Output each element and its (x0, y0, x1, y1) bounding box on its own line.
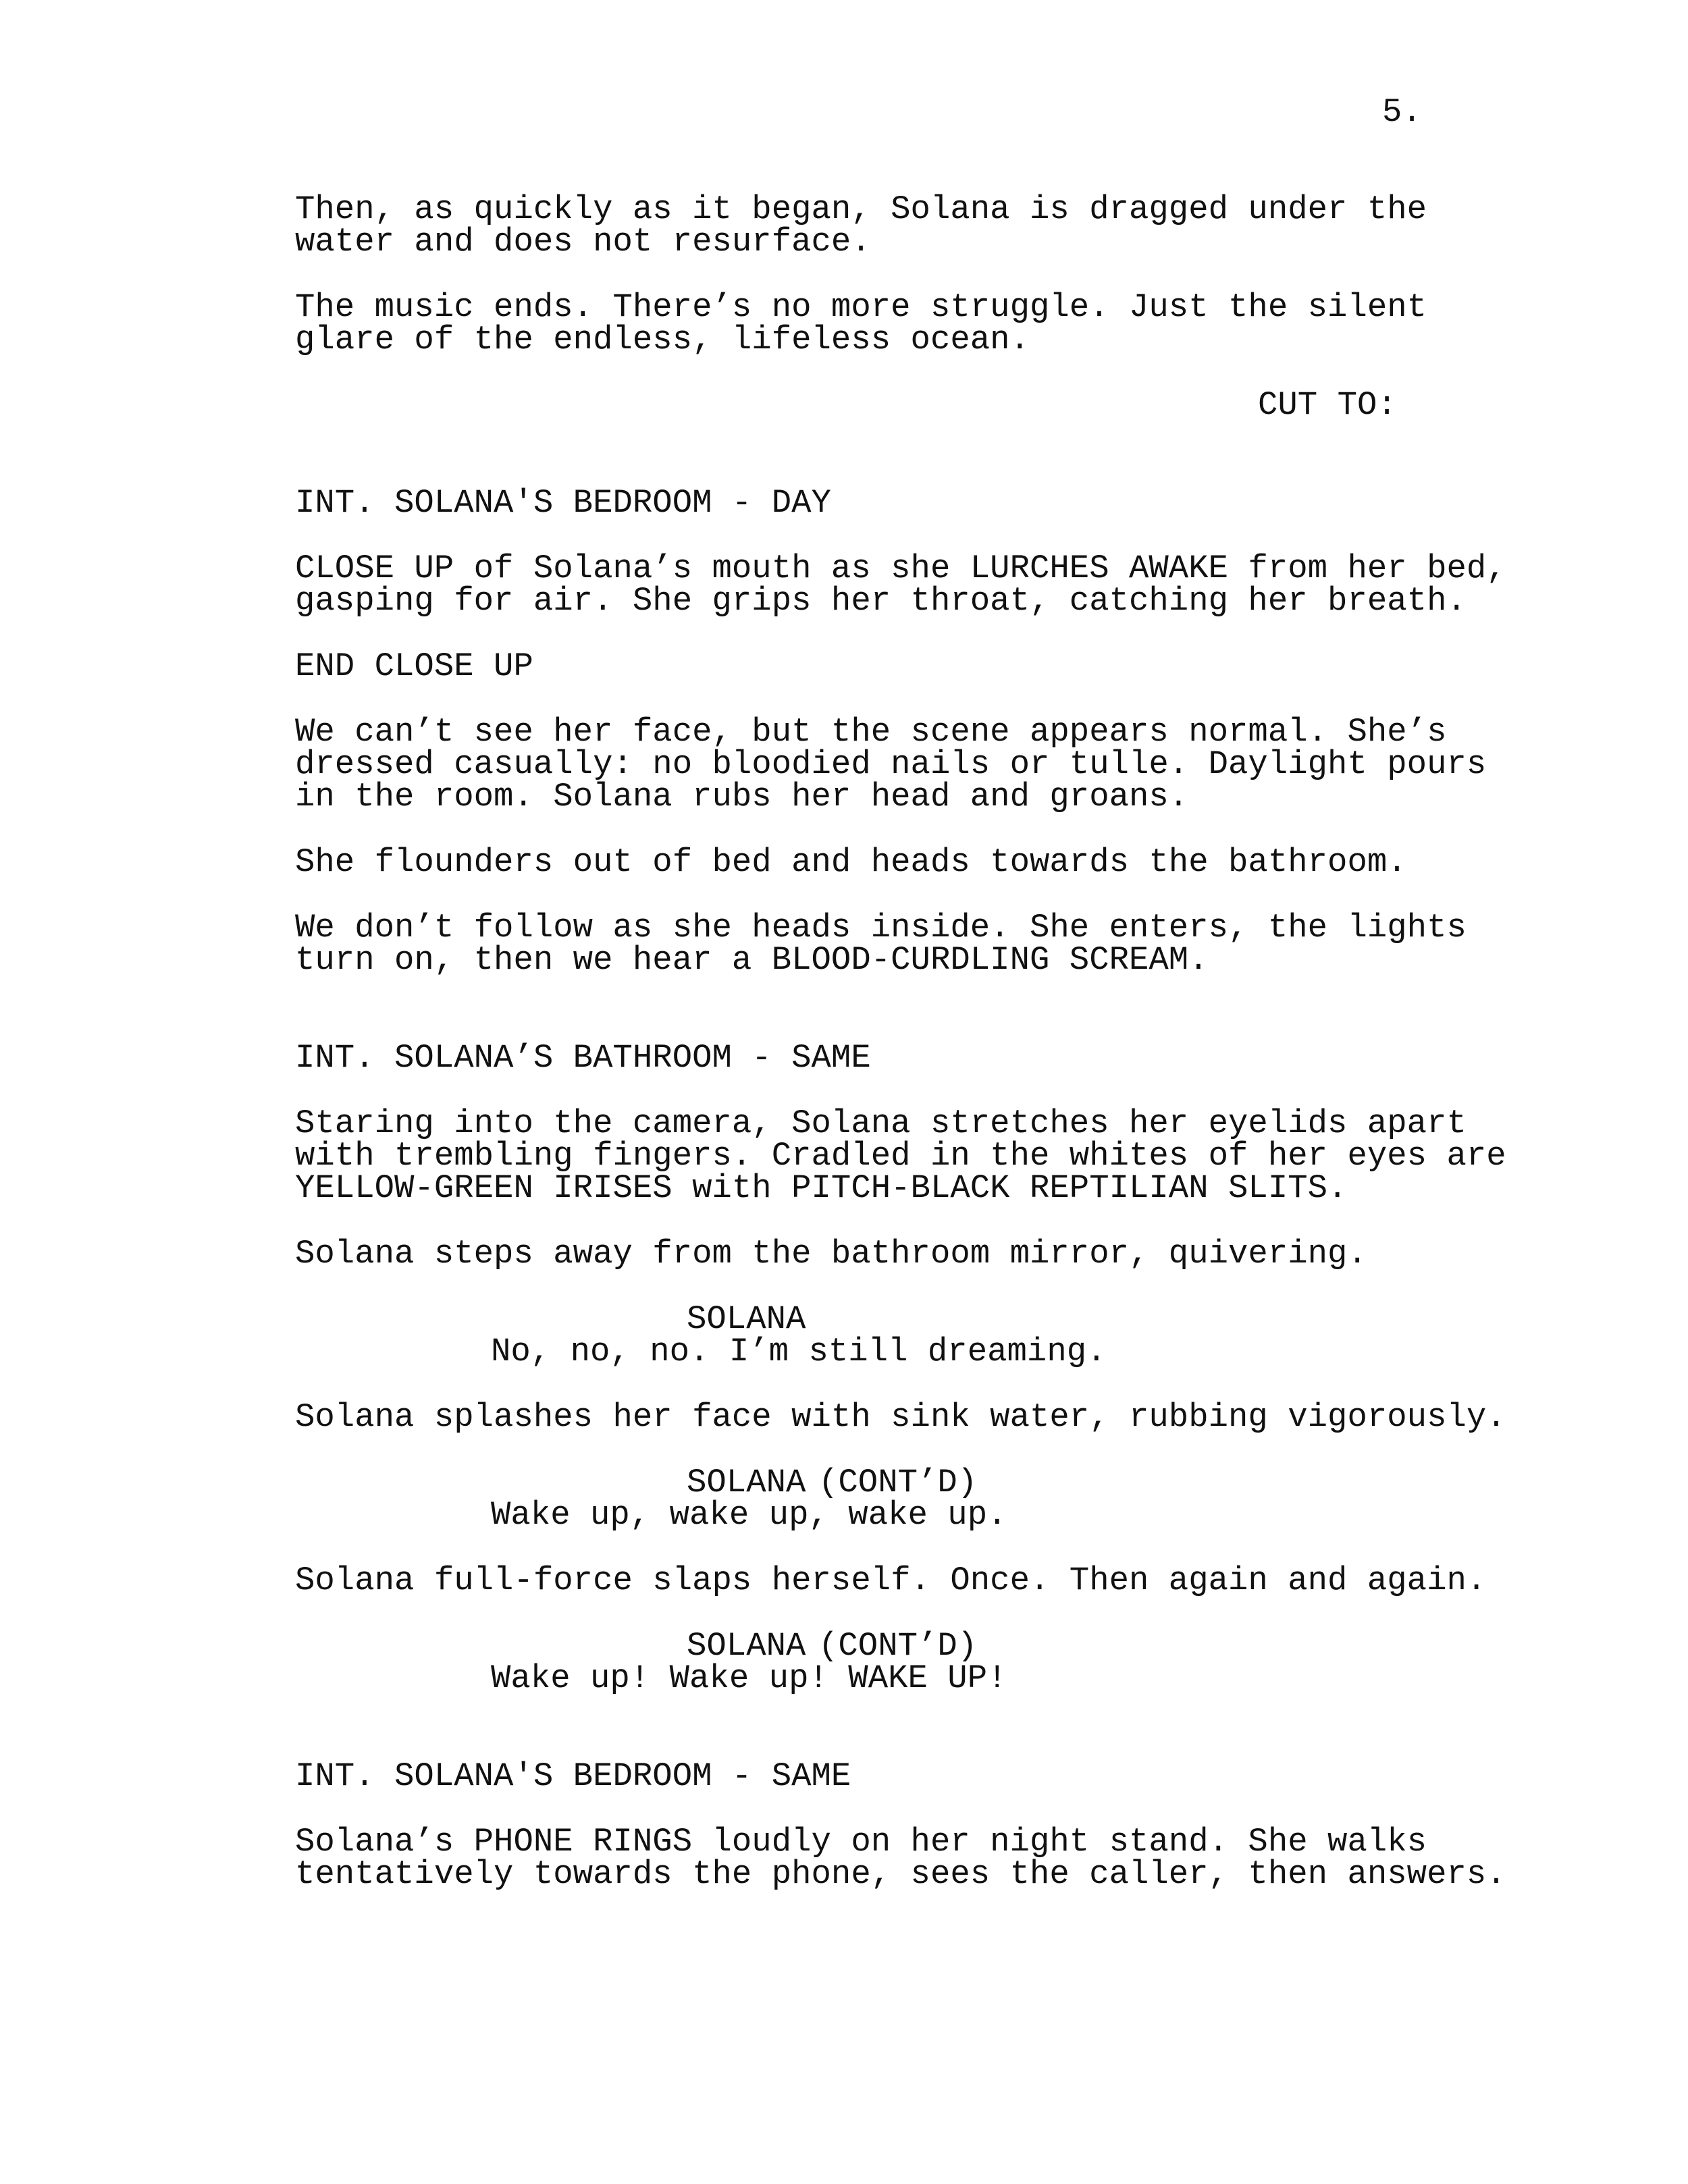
action-line: Staring into the camera, Solana stretches her eyelids apart (295, 1104, 1467, 1142)
parenthetical: (CONT’D) (818, 1464, 978, 1501)
transition: CUT TO: (1258, 386, 1397, 424)
action-line: Solana steps away from the bathroom mirror, quivering. (295, 1235, 1367, 1273)
action-line: INT. SOLANA’S BATHROOM - SAME (295, 1039, 871, 1077)
action-line: glare of the endless, lifeless ocean. (295, 321, 1030, 358)
action-line: We don’t follow as she heads inside. She enters, the lights (295, 909, 1467, 947)
action-line: Then, as quickly as it began, Solana is dragged under the (295, 190, 1427, 228)
action-line: She flounders out of bed and heads towards the bathroom. (295, 843, 1407, 881)
action-line: dressed casually: no bloodied nails or tulle. Daylight pours (295, 745, 1487, 783)
action-line: Solana’s PHONE RINGS loudly on her night stand. She walks (295, 1823, 1427, 1861)
action-line: gasping for air. She grips her throat, catching her breath. (295, 582, 1467, 620)
page-number: 5. (1382, 93, 1422, 131)
action-line: with trembling fingers. Cradled in the whites of her eyes are (295, 1137, 1506, 1175)
action-line: Solana splashes her face with sink water, rubbing vigorously. (295, 1398, 1506, 1436)
dialogue-line: Wake up! Wake up! WAKE UP! (491, 1659, 1007, 1697)
action-line: tentatively towards the phone, sees the caller, then answers. (295, 1855, 1506, 1893)
character-name: SOLANA (687, 1627, 806, 1665)
action-line: turn on, then we hear a BLOOD-CURDLING SCREAM. (295, 941, 1209, 979)
action-line: The music ends. There’s no more struggle. Just the silent (295, 288, 1427, 326)
action-line: INT. SOLANA'S BEDROOM - DAY (295, 484, 831, 522)
action-line: in the room. Solana rubs her head and groans. (295, 778, 1189, 816)
dialogue-line: No, no, no. I’m still dreaming. (491, 1333, 1107, 1370)
action-line: YELLOW-GREEN IRISES with PITCH-BLACK REPTILIAN SLITS. (295, 1169, 1348, 1207)
dialogue-line: Wake up, wake up, wake up. (491, 1496, 1007, 1534)
parenthetical: (CONT’D) (818, 1627, 978, 1665)
character-name: SOLANA (687, 1464, 806, 1501)
action-line: CLOSE UP of Solana’s mouth as she LURCHES AWAKE from her bed, (295, 550, 1506, 587)
action-line: water and does not resurface. (295, 223, 871, 261)
action-line: We can’t see her face, but the scene appears normal. She’s (295, 713, 1447, 751)
character-name: SOLANA (687, 1300, 806, 1338)
action-line: END CLOSE UP (295, 647, 533, 685)
action-line: INT. SOLANA'S BEDROOM - SAME (295, 1757, 851, 1795)
action-line: Solana full-force slaps herself. Once. Then again and again. (295, 1562, 1487, 1599)
